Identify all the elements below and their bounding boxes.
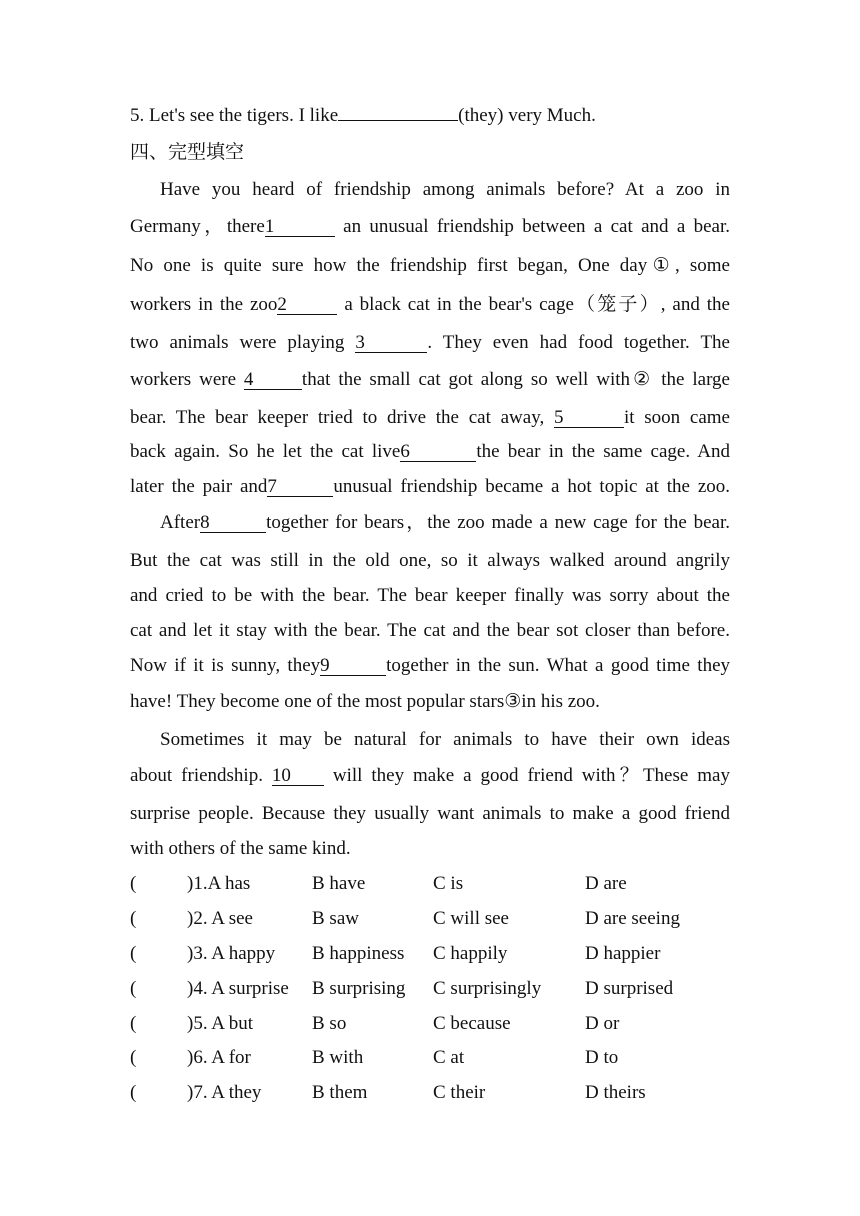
passage-text: together for bears，the zoo made a new cage for the bear. xyxy=(266,512,730,533)
option-c: C at xyxy=(433,1047,465,1068)
cloze-blank-8: 8 xyxy=(200,513,266,533)
option-a: )1.A has xyxy=(187,873,251,894)
section-title: 四、完型填空 xyxy=(130,142,245,163)
option-a: )6. A for xyxy=(187,1047,251,1068)
option-b: B saw xyxy=(312,908,359,929)
passage-text: Now if it is sunny, they xyxy=(130,655,321,676)
answer-paren: ( xyxy=(130,943,137,964)
cloze-blank-9: 9 xyxy=(320,656,386,676)
option-d: D happier xyxy=(585,943,661,964)
answer-paren: ( xyxy=(130,1082,137,1103)
option-c: C is xyxy=(433,873,464,894)
passage-text: bear. The bear keeper tried to drive the cat away, xyxy=(130,407,554,428)
option-c: C happily xyxy=(433,943,508,964)
passage-text: an unusual friendship between a cat and a bear. xyxy=(334,216,730,237)
cloze-blank-7: 7 xyxy=(267,477,333,497)
passage-line: have! They become one of the most popular stars③in his zoo. xyxy=(130,691,600,712)
passage-text: the bear in the same cage. And xyxy=(476,441,730,462)
passage-line: But the cat was still in the old one, so it always walked around angrily xyxy=(130,550,730,571)
option-b: B surprising xyxy=(312,978,406,999)
passage-line: with others of the same kind. xyxy=(130,838,351,859)
option-a: )5. A but xyxy=(187,1013,253,1034)
passage-text: it soon came xyxy=(623,407,730,428)
option-c: C surprisingly xyxy=(433,978,542,999)
passage-text: workers in the zoo xyxy=(130,294,278,315)
option-d: D are xyxy=(585,873,627,894)
passage-text: will they make a good friend with？These may xyxy=(323,765,730,786)
option-c: C their xyxy=(433,1082,486,1103)
passage-line xyxy=(130,332,730,354)
option-d: D to xyxy=(585,1047,619,1068)
cloze-blank-2: 2 xyxy=(277,295,337,315)
answer-paren: ( xyxy=(130,978,137,999)
option-a: )3. A happy xyxy=(187,943,276,964)
passage-text: a black cat in the bear's cage（笼子）, and the xyxy=(337,294,730,315)
option-d: D are seeing xyxy=(585,908,680,929)
passage-line: Have you heard of friendship among animals before? At a zoo in xyxy=(160,179,730,200)
cloze-blank-6: 6 xyxy=(400,442,476,462)
cloze-blank-10: 10 xyxy=(272,766,324,786)
passage-text: . They even had food together. The xyxy=(427,332,730,353)
answer-paren: ( xyxy=(130,873,137,894)
cloze-blank-3: 3 xyxy=(355,333,427,353)
option-c: C will see xyxy=(433,908,509,929)
option-a: )4. A surprise xyxy=(187,978,289,999)
option-b: B with xyxy=(312,1047,364,1068)
passage-text: Germany，there xyxy=(130,216,265,237)
passage-line xyxy=(160,512,730,534)
cloze-blank-5: 5 xyxy=(554,408,624,428)
option-b: B them xyxy=(312,1082,368,1103)
passage-line xyxy=(130,369,730,391)
passage-line xyxy=(130,765,730,787)
passage-text: workers were xyxy=(130,369,244,390)
passage-text: unusual friendship became a hot topic at the zoo. xyxy=(333,476,731,497)
option-d: D surprised xyxy=(585,978,674,999)
question-5-text: 5. Let's see the tigers. I like xyxy=(130,105,339,126)
option-c: C because xyxy=(433,1013,511,1034)
answer-paren: ( xyxy=(130,1047,137,1068)
question-5-line xyxy=(130,105,596,127)
passage-text: later the pair and xyxy=(130,476,268,497)
answer-blank xyxy=(338,120,458,121)
option-a: )2. A see xyxy=(187,908,253,929)
passage-line xyxy=(130,216,730,238)
passage-line xyxy=(130,476,730,498)
passage-line: cat and let it stay with the bear. The cat and the bear sot closer than before. xyxy=(130,620,730,641)
answer-paren: ( xyxy=(130,1013,137,1034)
cloze-blank-1: 1 xyxy=(265,217,335,237)
cloze-blank-4: 4 xyxy=(244,370,302,390)
option-b: B so xyxy=(312,1013,347,1034)
passage-line xyxy=(130,407,730,429)
passage-text: that the small cat got along so well with② the large xyxy=(301,369,730,390)
passage-line: and cried to be with the bear. The bear keeper finally was sorry about the xyxy=(130,585,730,606)
option-b: B have xyxy=(312,873,366,894)
passage-text: two animals were playing xyxy=(130,332,356,353)
option-a: )7. A they xyxy=(187,1082,262,1103)
option-d: D or xyxy=(585,1013,620,1034)
passage-line: surprise people. Because they usually want animals to make a good friend xyxy=(130,803,730,824)
option-d: D theirs xyxy=(585,1082,646,1103)
answer-paren: ( xyxy=(130,908,137,929)
passage-text: back again. So he let the cat live xyxy=(130,441,401,462)
passage-line: No one is quite sure how the friendship first began, One day①, some xyxy=(130,255,730,276)
passage-text: about friendship. xyxy=(130,765,272,786)
question-5-hint: (they) very Much. xyxy=(458,105,596,126)
passage-text: together in the sun. What a good time they xyxy=(386,655,731,676)
passage-line xyxy=(130,294,730,316)
passage-line xyxy=(130,441,730,463)
option-b: B happiness xyxy=(312,943,405,964)
passage-line xyxy=(130,655,730,677)
passage-line: Sometimes it may be natural for animals to have their own ideas xyxy=(160,729,730,750)
passage-text: After xyxy=(160,512,201,533)
